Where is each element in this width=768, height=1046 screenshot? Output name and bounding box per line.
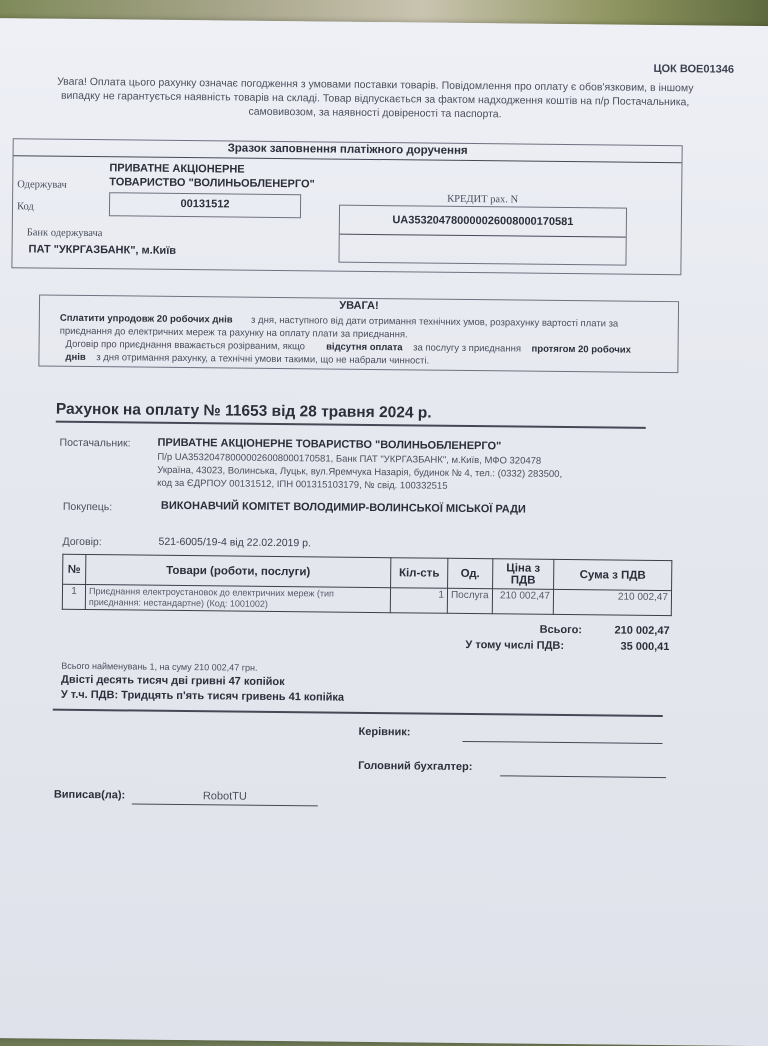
issued-signature-line xyxy=(132,803,318,806)
invoice-title: Рахунок на оплату № 11653 від 28 травня 2024 р. xyxy=(55,400,432,422)
notice-text: Договір про приєднання вважається розірваним, якщо xyxy=(65,338,306,353)
cell-price: 210 002,47 xyxy=(492,589,553,615)
accountant-signature-line xyxy=(500,775,666,778)
doc-code: ЦОК ВОЕ01346 xyxy=(653,62,735,76)
supplier-line-2: Україна, 43023, Волинська, Луцьк, вул.Яремчука Назарія, будинок № 4, тел.: (0332) 283500, xyxy=(157,464,563,480)
bank-value: ПАТ "УКРГАЗБАНК", м.Київ xyxy=(28,243,177,257)
vat-label: У тому числі ПДВ: xyxy=(465,638,565,653)
director-signature-line xyxy=(462,741,662,744)
cell-unit: Послуга xyxy=(447,588,492,613)
code-label: Код xyxy=(16,201,34,213)
account-value: UA353204780000026008000170581 xyxy=(392,214,574,229)
notice-text: з дня, наступного від дати отримання технічних умов, розрахунку вартості плати за xyxy=(251,314,619,330)
warning-top xyxy=(15,74,735,124)
col-header-goods: Товари (роботи, послуги) xyxy=(86,554,391,587)
title-underline xyxy=(56,421,646,429)
vat-words: У т.ч. ПДВ: Тридцять п'ять тисяч гривень 41 копійка xyxy=(60,688,345,704)
notice-emph: протягом 20 робочих xyxy=(531,343,632,356)
vat-value: 35 000,41 xyxy=(620,640,670,654)
notice-text: з дня отримання рахунку, а технічні умови такими, що не набрали чинності. xyxy=(96,352,430,367)
account-box xyxy=(338,205,627,266)
supplier-line-3: код за ЄДРПОУ 00131512, ІПН 001315103179, № свід. 100332515 xyxy=(157,477,448,492)
code-value: 00131512 xyxy=(180,197,230,211)
amount-words: Двісті десять тисяч дві гривні 47 копійок xyxy=(61,673,285,689)
warning-line: Увага! Оплата цього рахунку означає погодження з умовами поставки товарів. Повідомлення про оплату є обов'язковим, в іншому xyxy=(57,75,694,95)
total-label: Всього: xyxy=(539,623,583,637)
items-table xyxy=(62,554,673,616)
director-label: Керівник: xyxy=(358,725,411,739)
recipient-label: Одержувач xyxy=(17,179,67,191)
accountant-label: Головний бухгалтер: xyxy=(358,759,473,774)
supplier-name: ПРИВАТНЕ АКЦІОНЕРНЕ ТОВАРИСТВО "ВОЛИНЬОБЛЕНЕРГО" xyxy=(157,436,502,453)
notice-line-2: приєднання до електричних мереж та рахунку на оплату плати за приєднання. xyxy=(59,325,408,341)
supplier-label: Постачальник: xyxy=(59,436,131,450)
recipient-name-1: ПРИВАТНЕ АКЦІОНЕРНЕ xyxy=(109,162,245,176)
contract-label: Договір: xyxy=(62,535,102,549)
warning-line: випадку не гарантується наявність товарів на складі. Товар відпускається за фактом надходження коштів на п/р Постачальника, xyxy=(60,89,690,109)
notice-line-4 xyxy=(65,352,429,367)
table-row xyxy=(62,584,671,615)
cell-goods: Приєднання електроустановок до електричних мереж (тип приєднання: нестандартне) (Код: 1001002) xyxy=(85,584,390,612)
col-header-unit: Од. xyxy=(448,558,493,588)
notice-text: за послугу з приєднання xyxy=(413,342,522,355)
total-value: 210 002,47 xyxy=(614,624,670,638)
cell-sum: 210 002,47 xyxy=(553,589,671,615)
col-header-qty: Кіл-сть xyxy=(391,558,448,589)
bank-label: Банк одержувача xyxy=(26,227,103,240)
col-header-sum: Сума з ПДВ xyxy=(554,559,672,590)
buyer-label: Покупець: xyxy=(62,500,113,514)
notice-emph: днів xyxy=(65,351,86,363)
issued-value: RobotTU xyxy=(202,790,247,803)
code-box xyxy=(109,192,301,218)
supplier-line-1: П/р UA353204780000026008000170581, Банк ПАТ "УКРГАЗБАНК", м.Київ, МФО 320478 xyxy=(157,451,542,467)
warning-line: самовивозом, за наявності довіреності та паспорта. xyxy=(248,105,502,121)
notice-title: УВАГА! xyxy=(339,299,379,313)
credit-label: КРЕДИТ рах. N xyxy=(447,193,519,206)
col-header-price: Ціна з ПДВ xyxy=(493,559,554,590)
invoice-paper xyxy=(0,18,768,1046)
cell-qty: 1 xyxy=(390,588,447,614)
notice-emph: відсутня оплата xyxy=(326,341,403,354)
contract-value: 521-6005/19-4 від 22.02.2019 р. xyxy=(158,535,311,550)
buyer-name: ВИКОНАВЧИЙ КОМІТЕТ ВОЛОДИМИР-ВОЛИНСЬКОЇ МІСЬКОЇ РАДИ xyxy=(160,499,526,516)
issued-label: Виписав(ла): xyxy=(53,788,126,802)
summary-divider xyxy=(53,709,663,717)
notice-box xyxy=(38,294,679,373)
sample-title: Зразок заповнення платіжного доручення xyxy=(227,142,468,157)
recipient-name-2: ТОВАРИСТВО "ВОЛИНЬОБЛЕНЕРГО" xyxy=(109,176,315,191)
summary-small: Всього найменувань 1, на суму 210 002,47 грн. xyxy=(61,660,258,673)
col-header-no: № xyxy=(63,554,86,584)
cell-no: 1 xyxy=(62,584,85,609)
notice-emph: Сплатити упродовж 20 робочих днів xyxy=(59,312,233,326)
payment-sample-box xyxy=(11,138,682,275)
